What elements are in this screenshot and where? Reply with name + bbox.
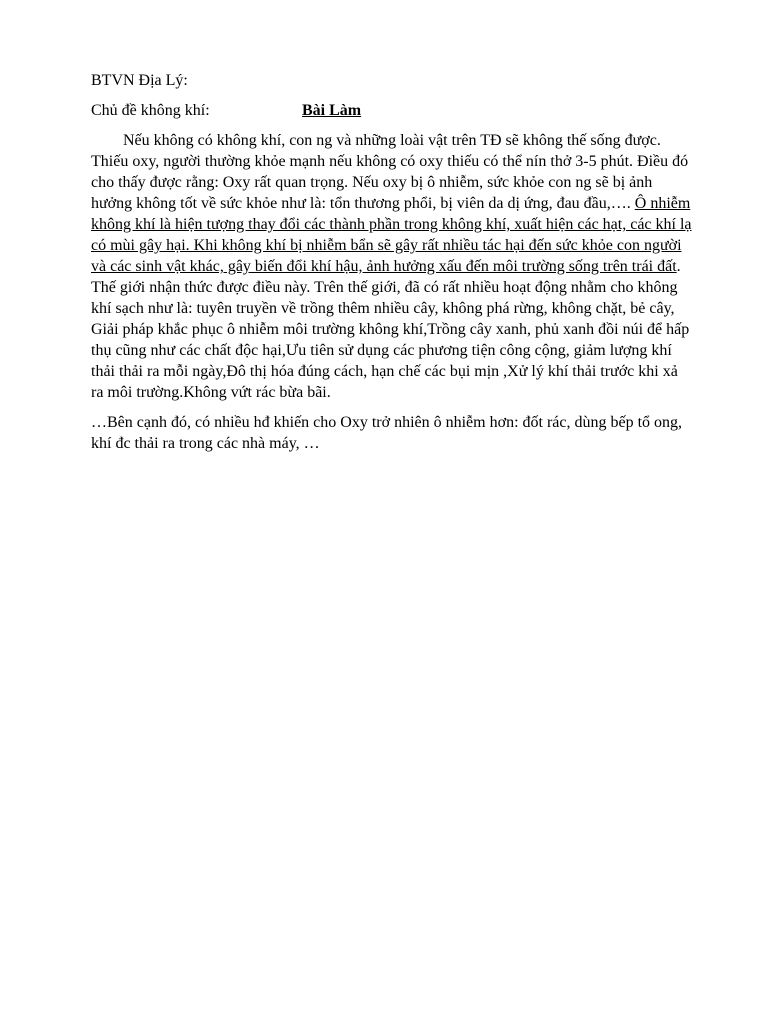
paragraph-1-underlined-definition: Ô nhiễm không khí là hiện tượng thay đổi các thành phần trong không khí, xuất hiện các hạt, các khí lạ có mùi gây hại. Khi không khí bị nhiễm bẩn sẽ gây rất nhiều tác hại đến sức khỏe con người và các sinh vật khác, gây biến đổi khí hậu, ảnh hưởng xấu đến môi trường sống trên trái đất xyxy=(91,195,692,275)
paragraph-1-conclusion: . Thế giới nhận thức được điều này. Trên thế giới, đã có rất nhiều hoạt động nhằm cho không khí sạch như là: tuyên truyền về trồng thêm nhiều cây, không phá rừng, không chặt, bẻ cây, Giải pháp khắc phục ô nhiễm môi trường không khí,Trồng cây xanh, phủ xanh đồi núi để hấp thụ cũng như các chất độc hại,Ưu tiên sử dụng các phương tiện công cộng, giảm lượng khí thải thải ra mỗi ngày,Đô thị hóa đúng cách, hạn chế các bụi mịn ,Xử lý khí thải trước khi xả ra môi trường.Không vứt rác bừa bãi. xyxy=(91,258,690,401)
paragraph-2: …Bên cạnh đó, có nhiều hđ khiến cho Oxy trở nhiên ô nhiễm hơn: đốt rác, dùng bếp tổ ong, khí đc thải ra trong các nhà máy, … xyxy=(91,414,683,452)
paragraph-1-intro: Nếu không có không khí, con ng và những loài vật trên TĐ sẽ không thế sống được. Thiếu oxy, người thường khỏe mạnh nếu không có oxy thiếu có thể nín thở 3-5 phút. Điều đó cho thấy được rằng: Oxy rất quan trọng. Nếu oxy bị ô nhiễm, sức khỏe con ng sẽ bị ảnh hưởng không tốt về sức khỏe như là: tổn thương phổi, bị viên da dị ứng, đau đầu,…. xyxy=(91,132,689,212)
document-body xyxy=(91,70,694,463)
topic-row xyxy=(91,100,694,121)
topic-label: Chủ đề không khí: xyxy=(91,102,210,119)
paragraph-1 xyxy=(91,130,694,403)
document-header: BTVN Địa Lý: xyxy=(91,72,188,89)
topic-title: Bài Làm xyxy=(302,102,362,119)
